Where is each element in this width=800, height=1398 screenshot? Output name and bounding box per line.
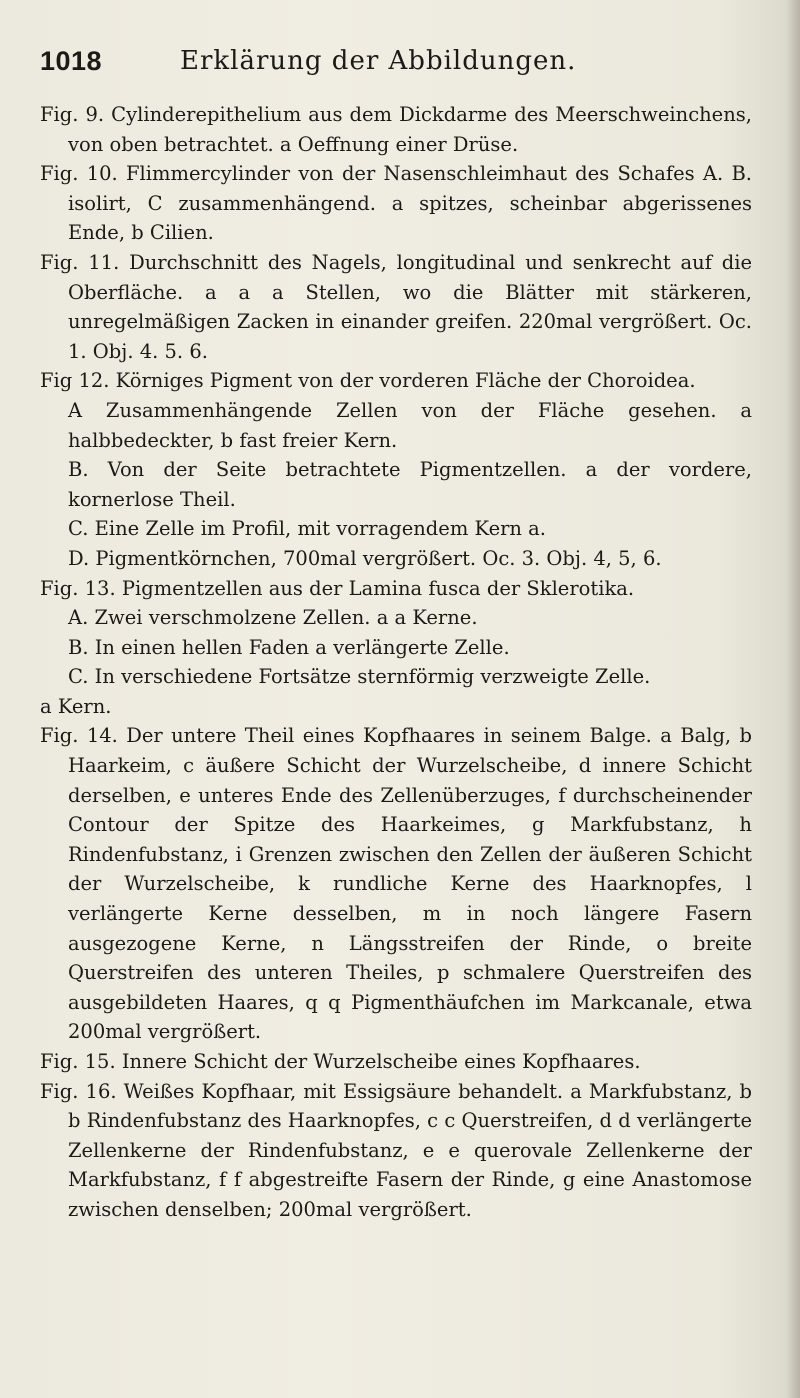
page-edge-shadow xyxy=(786,0,800,1398)
fig-9-caption: Fig. 9. Cylinderepithelium aus dem Dickdarme des Meerschweinchens, von oben betrachtet. a Oeffnung einer Drüse. xyxy=(40,103,752,156)
fig-12-item-a: A Zusammenhängende Zellen von der Fläche gesehen. a halbbedeckter, b fast freier Kern. xyxy=(68,398,752,452)
fig-12-item-b: B. Von der Seite betrachtete Pigmentzellen. a der vordere, kornerlose Theil. xyxy=(68,458,752,511)
running-title: Erklärung der Abbildungen. xyxy=(180,46,577,76)
fig-12-item-d: D. Pigmentkörnchen, 700mal vergrößert. Oc. 3. Obj. 4, 5, 6. xyxy=(68,546,662,570)
fig-13-item-c: C. In verschiedene Fortsätze sternförmig verzweigte Zelle. xyxy=(68,665,651,689)
fig-15-caption: Fig. 15. Innere Schicht der Wurzelscheibe eines Kopfhaares. xyxy=(40,1050,641,1073)
fig-16-caption: Fig. 16. Weißes Kopfhaar, mit Essigsäure behandelt. a Markfubstanz, b b Rindenfubstanz des Haarknopfes, c c Querstreifen, d d verlängerte Zellenkerne der Rindenfubstanz, e e querovale Zellenkerne der Markfubstanz, f f abgestreifte Fasern der Rinde, g eine Anastomose zwischen denselben; 200mal vergrößert. xyxy=(40,1079,752,1221)
fig-13-item-a: A. Zwei verschmolzene Zellen. a a Kerne. xyxy=(68,606,478,630)
fig-13-caption: Fig. 13. Pigmentzellen aus der Lamina fusca der Sklerotika. xyxy=(40,576,635,600)
page-number: 1018 xyxy=(40,46,103,76)
fig-14-caption: Fig. 14. Der untere Theil eines Kopfhaares in seinem Balge. a Balg, b Haarkeim, c äußere Schicht der Wurzelscheibe, d innere Schicht derselben, e unteres Ende des Zellenüberzuges, f durchscheinender Contour der Spitze des Haarkeimes, g Markfubstanz, h Rindenfubstanz, i Grenzen zwischen den Zellen der äußeren Schicht der Wurzelscheibe, k rundliche Kerne des Haarknopfes, l verlängerte Kerne desselben, m in noch längere Fasern ausgezogene Kerne, n Längsstreifen der Rinde, o breite Querstreifen des unteren Theiles, p schmalere Querstreifen des ausgebildeten Haares, q q Pigmenthäufchen im Markcanale, etwa 200mal vergrößert. xyxy=(40,724,752,1044)
fig-10-caption: Fig. 10. Flimmercylinder von der Nasenschleimhaut des Schafes A. B. isolirt, C zusammenhängend. a spitzes, scheinbar abgerissenes Ende, b Cilien. xyxy=(40,162,752,245)
figure-explanations xyxy=(40,100,752,1225)
fig-12-caption: Fig 12. Körniges Pigment von der vorderen Fläche der Choroidea. xyxy=(40,369,696,393)
page-header xyxy=(40,46,740,86)
fig-11-caption: Fig. 11. Durchschnitt des Nagels, longitudinal und senkrecht auf die Oberfläche. a a a Stellen, wo die Blätter mit stärkeren, unregelmäßigen Zacken in einander greifen. 220mal vergrößert. Oc. 1. Obj. 4. 5. 6. xyxy=(40,250,752,363)
fig-13-item-b: B. In einen hellen Faden a verlängerte Zelle. xyxy=(68,635,510,659)
fig-13-item-c-kern: a Kern. xyxy=(40,694,112,718)
fig-12-item-c: C. Eine Zelle im Profil, mit vorragendem Kern a. xyxy=(68,517,547,541)
